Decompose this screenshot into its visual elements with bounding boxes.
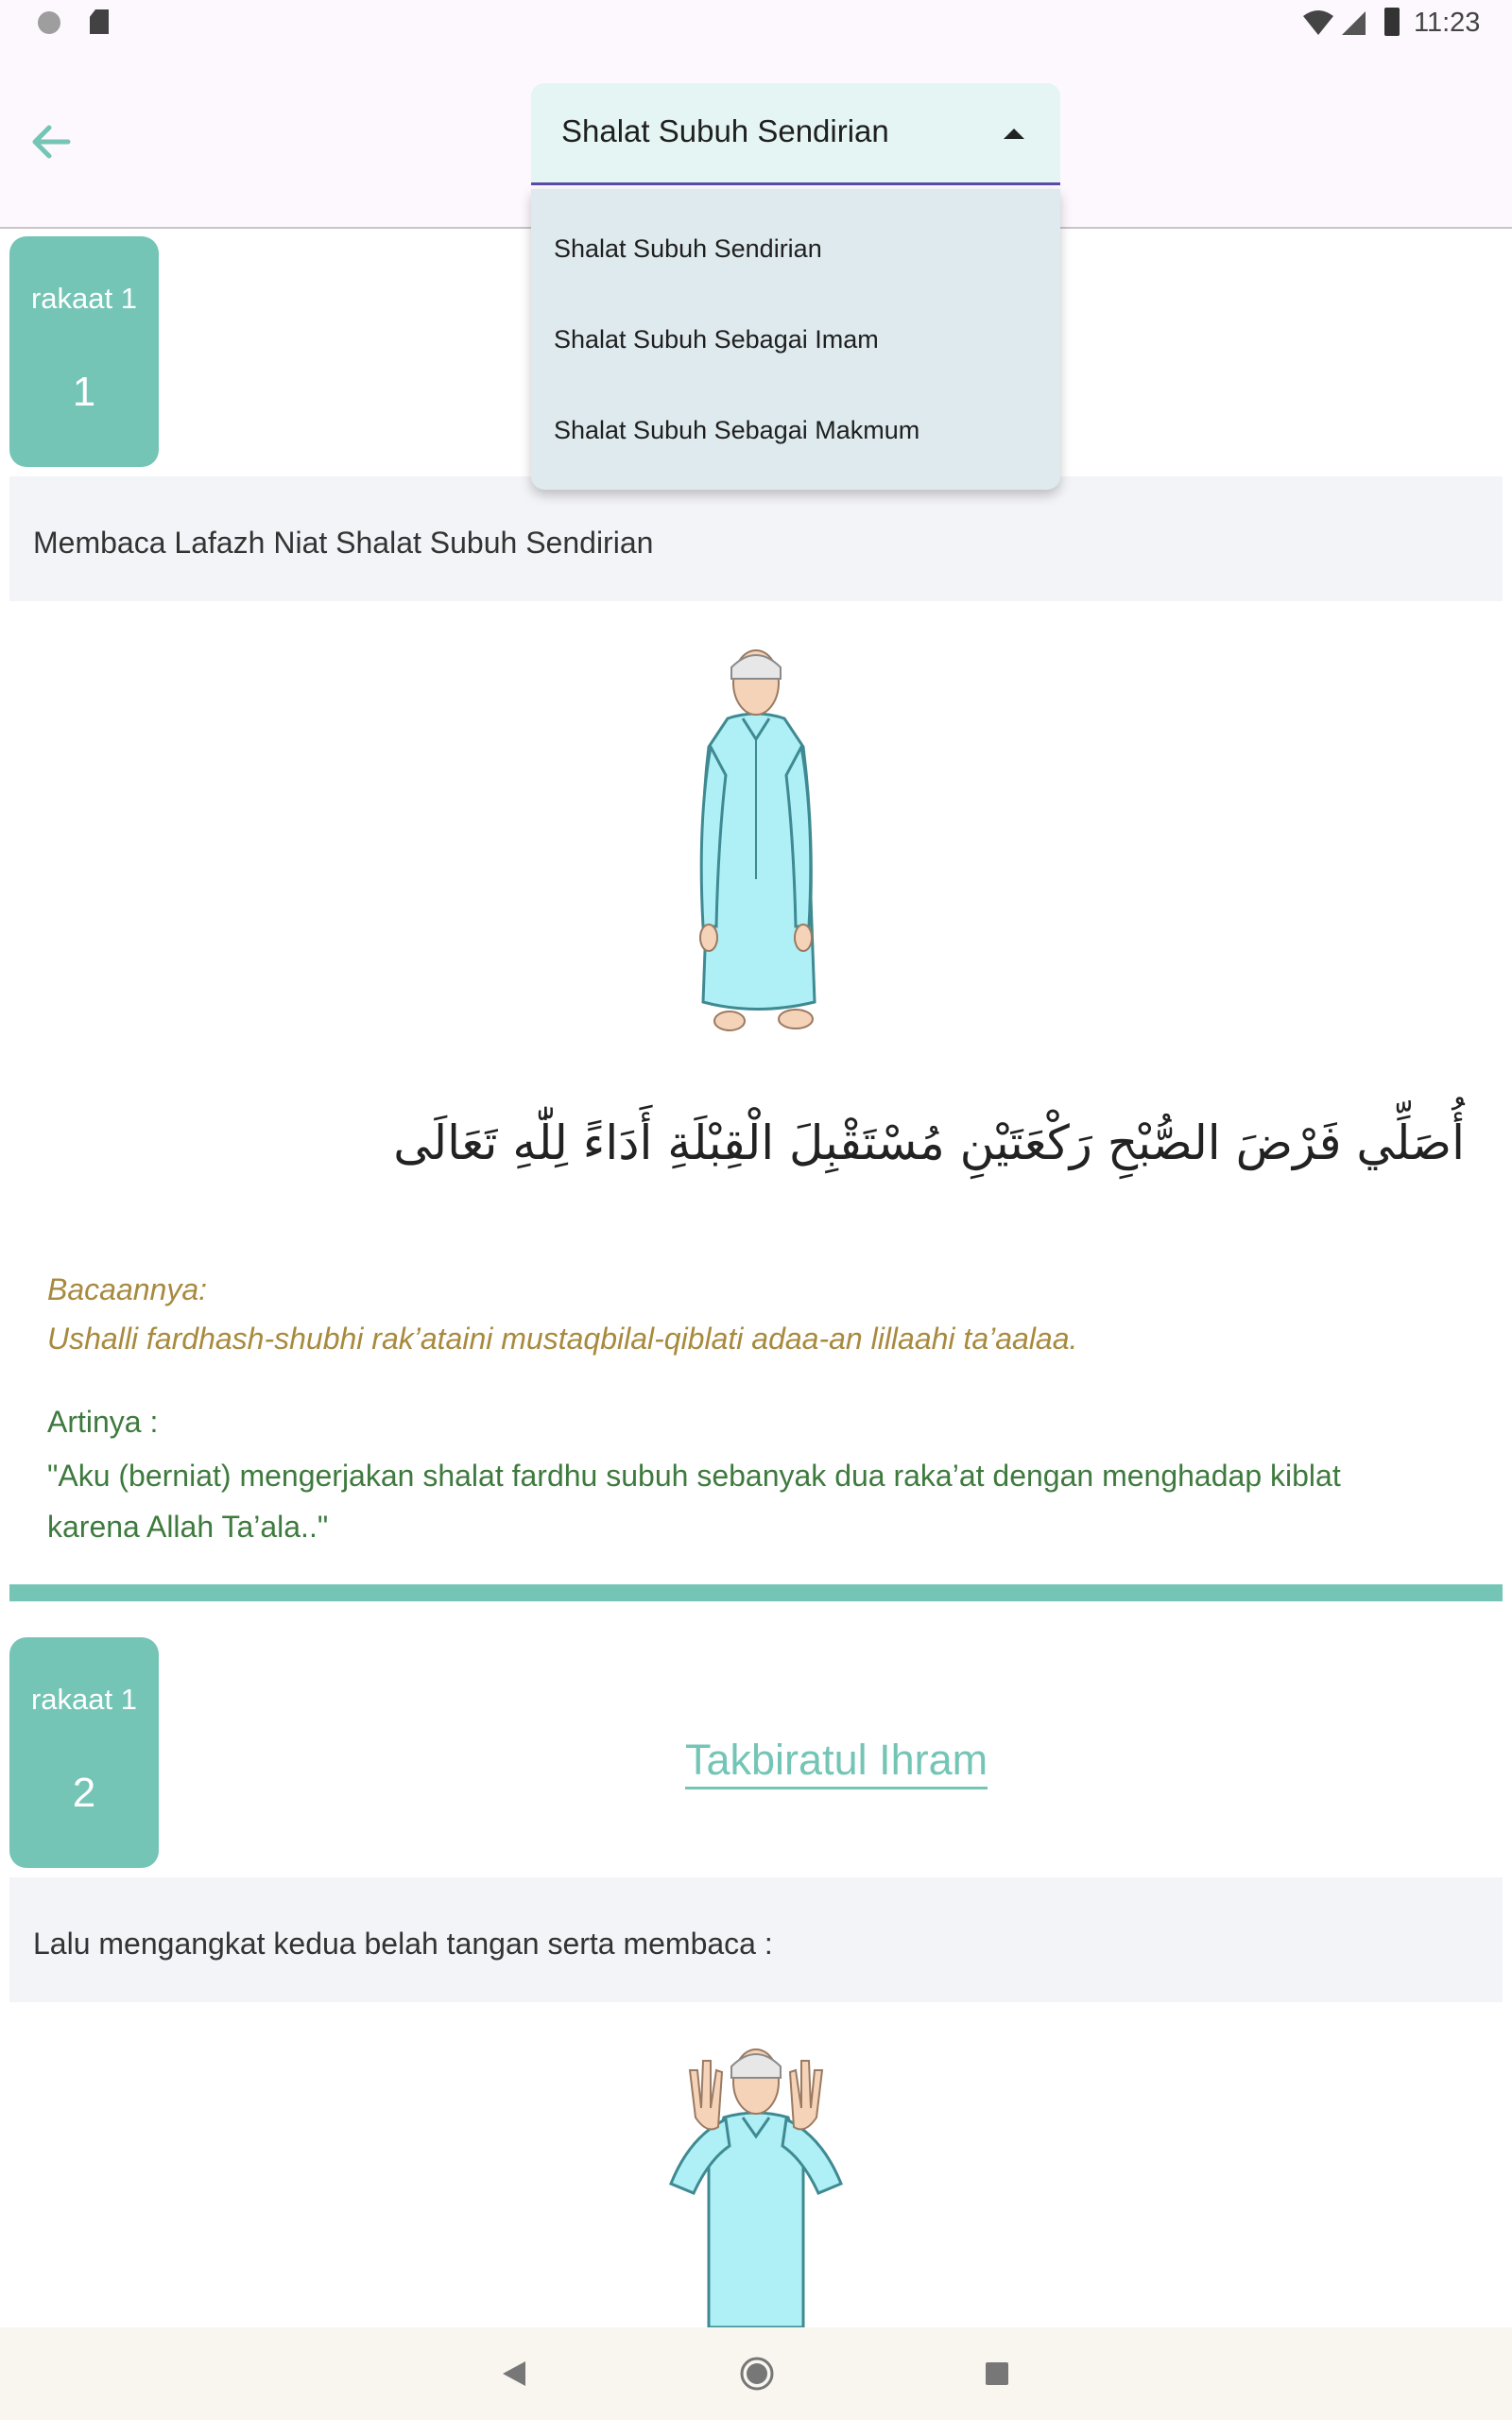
rakaat-label: rakaat 1 bbox=[30, 1683, 137, 1716]
step-title: Takbiratul Ihram bbox=[685, 1736, 988, 1789]
status-bar bbox=[0, 0, 1512, 47]
arabic-niat-text: أُصَلِّي فَرْضَ الصُّبْحِ رَكْعَتَيْنِ مُسْتَقْبِلَ الْقِبْلَةِ أَدَاءً لِلّٰهِ تَعَالَى bbox=[393, 1115, 1465, 1170]
dropdown-selected-value: Shalat Subuh Sendirian bbox=[561, 113, 889, 148]
standing-figure-illustration bbox=[662, 633, 850, 1040]
nav-back-icon[interactable] bbox=[501, 2360, 527, 2388]
nav-home-icon[interactable] bbox=[739, 2356, 775, 2392]
step-number: 2 bbox=[72, 1770, 96, 1816]
menu-item-sendirian[interactable]: Shalat Subuh Sendirian bbox=[554, 234, 822, 263]
battery-icon bbox=[1384, 8, 1400, 36]
menu-item-imam[interactable]: Shalat Subuh Sebagai Imam bbox=[554, 325, 879, 354]
signal-icon bbox=[1340, 9, 1366, 36]
menu-item-makmum[interactable]: Shalat Subuh Sebagai Makmum bbox=[554, 416, 920, 444]
bacaan-text: Ushalli fardhash-shubhi rak’ataini mustaqbilal-qiblati adaa-an lillaahi ta’aalaa. bbox=[47, 1322, 1078, 1356]
instruction-text: Membaca Lafazh Niat Shalat Subuh Sendirian bbox=[33, 526, 654, 560]
back-arrow-icon[interactable] bbox=[25, 113, 81, 170]
instruction-box-2 bbox=[9, 1877, 1503, 2002]
caret-up-icon bbox=[1004, 129, 1024, 139]
bacaan-label: Bacaannya: bbox=[47, 1272, 208, 1306]
system-nav-bar bbox=[0, 2327, 1512, 2420]
prayer-type-dropdown[interactable] bbox=[531, 83, 1060, 185]
sd-card-icon bbox=[90, 9, 109, 34]
nav-recent-icon[interactable] bbox=[986, 2362, 1008, 2385]
takbir-figure-illustration bbox=[662, 2032, 850, 2327]
wifi-icon bbox=[1302, 9, 1334, 36]
notification-dot-icon bbox=[38, 11, 60, 34]
status-time: 11:23 bbox=[1414, 8, 1481, 38]
instruction-box-1 bbox=[9, 476, 1503, 601]
dropdown-menu bbox=[531, 189, 1060, 490]
step-badge-1 bbox=[9, 236, 159, 467]
artinya-label: Artinya : bbox=[47, 1405, 159, 1439]
artinya-text: "Aku (berniat) mengerjakan shalat fardhu subuh sebanyak dua raka’at dengan menghadap kiblat karena Allah Ta’ala.." bbox=[47, 1459, 1341, 1544]
instruction-text: Lalu mengangkat kedua belah tangan serta membaca : bbox=[33, 1927, 773, 1961]
rakaat-label: rakaat 1 bbox=[30, 282, 137, 315]
step-number: 1 bbox=[72, 369, 96, 415]
step-badge-2 bbox=[9, 1637, 159, 1868]
section-divider bbox=[9, 1584, 1503, 1601]
